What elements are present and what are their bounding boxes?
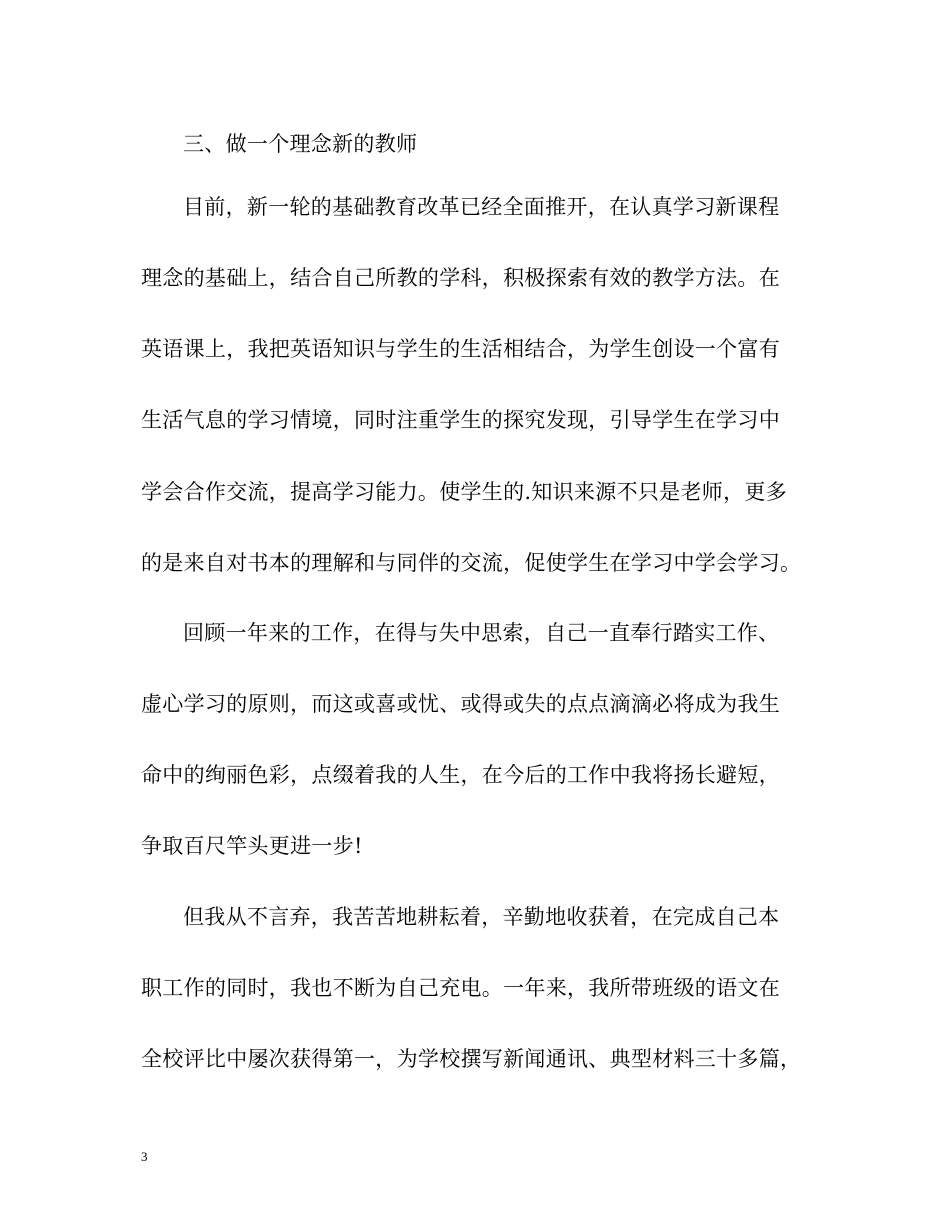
page-number: 3	[141, 1149, 148, 1164]
paragraph-line: 回顾一年来的工作，在得与失中思索，自己一直奉行踏实工作、	[183, 621, 780, 645]
paragraph-line: 命中的绚丽色彩，点缀着我的人生，在今后的工作中我将扬长避短，	[141, 763, 780, 787]
paragraph-line: 但我从不言弃，我苦苦地耕耘着，辛勤地收获着，在完成自己本	[183, 905, 780, 929]
paragraph-line: 全校评比中屡次获得第一，为学校撰写新闻通讯、典型材料三十多篇，	[141, 1047, 802, 1071]
section-heading: 三、做一个理念新的教师	[183, 132, 418, 156]
paragraph-line: 的是来自对书本的理解和与同伴的交流，促使学生在学习中学会学习。	[141, 551, 802, 575]
paragraph-line: 争取百尺竿头更进一步!	[141, 834, 363, 858]
paragraph-line: 职工作的同时，我也不断为自己充电。一年来，我所带班级的语文在	[141, 976, 780, 1000]
paragraph-line: 虚心学习的原则，而这或喜或忧、或得或失的点点滴滴必将成为我生	[141, 692, 780, 716]
paragraph-line: 生活气息的学习情境，同时注重学生的探究发现，引导学生在学习中	[141, 408, 780, 432]
paragraph-line: 学会合作交流，提高学习能力。使学生的.知识来源不只是老师，更多	[141, 480, 787, 504]
paragraph-line: 目前，新一轮的基础教育改革已经全面推开，在认真学习新课程	[183, 195, 780, 219]
paragraph-line: 英语课上，我把英语知识与学生的生活相结合，为学生创设一个富有	[141, 337, 780, 361]
paragraph-line: 理念的基础上，结合自己所教的学科，积极探索有效的教学方法。在	[141, 266, 780, 290]
